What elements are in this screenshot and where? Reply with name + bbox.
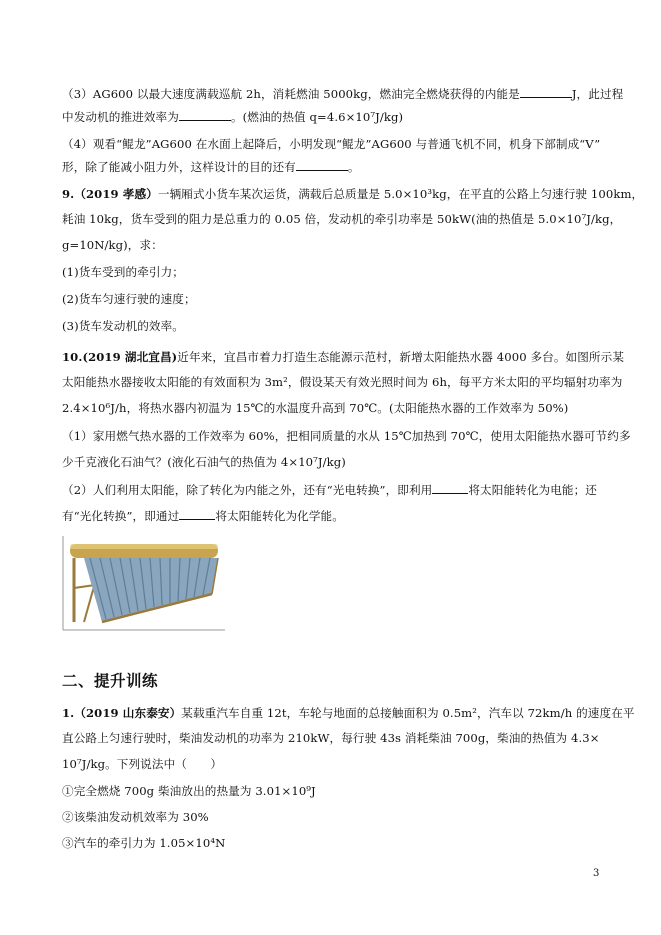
answer-blank[interactable] [296,159,348,171]
q9-sub2: (2)货车匀速行驶的速度； [62,292,196,306]
q10-part1-line2: 少千克液化石油气？(液化石油气的热值为 4×10⁷J/kg) [62,455,346,469]
q8-part4-line1: （4）观看“鲲龙”AG600 在水面上起降后，小明发现“鲲龙”AG600 与普通飞机不同，机身下部制成“V” [62,137,601,151]
answer-blank[interactable] [432,482,468,494]
q9-sub3: (3)货车发动机的效率。 [62,319,184,333]
q10-line2: 太阳能热水器接收太阳能的有效面积为 3m²，假设某天有效光照时间为 6h，每平方米太阳的平均辐射功率为 [62,375,623,389]
page-number: 3 [593,868,600,879]
improve-q1-option3: ③汽车的牵引力为 1.05×10⁴N [62,836,226,850]
improve-q1-line2: 直公路上匀速行驶时，柴油发动机的功率为 210kW，每行驶 43s 消耗柴油 700g，柴油的热值为 4.3× [62,731,600,745]
improve-q1-line3: 10⁷J/kg。下列说法中（ ） [62,757,223,771]
answer-blank[interactable] [179,109,231,121]
q8-part3-line2: 中发动机的推进效率为 。(燃油的热值 q=4.6×10⁷J/kg) [62,110,404,124]
q10-part2-line2: 有“光化转换”，即通过 将太阳能转化为化学能。 [62,509,344,523]
question-source: (2019 湖北宜昌) [82,350,178,364]
question-source: （2019 山东泰安） [74,706,182,720]
q10-part1-line1: （1）家用燃气热水器的工作效率为 60%，把相同质量的水从 15℃加热到 70℃，使用太阳能热水器可节约多 [62,429,631,443]
q10-line1: 10.(2019 湖北宜昌)近年来，宜昌市着力打造生态能源示范村，新增太阳能热水器 4000 多台。如图所示某 [62,350,625,364]
q9-sub1: (1)货车受到的牵引力； [62,265,184,279]
q9-line2: 耗油 10kg，货车受到的阻力是总重力的 0.05 倍，发动机的牵引功率是 50kW(油的热值是 5.0×10⁷J/kg， [62,212,622,226]
q9-line1: 9.（2019 孝感）一辆厢式小货车某次运货，满载后总质量是 5.0×10³kg，在平直的公路上匀速行驶 100km， [62,187,644,201]
improve-q1-option1: ①完全燃烧 700g 柴油放出的热量为 3.01×10⁹J [62,784,316,798]
solar-water-heater-image [62,532,226,632]
improve-q1-line1: 1.（2019 山东泰安）某载重汽车自重 12t，车轮与地面的总接触面积为 0.5m²，汽车以 72km/h 的速度在平 [62,706,635,720]
question-source: （2019 孝感） [74,187,158,201]
improve-q1-option2: ②该柴油发动机效率为 30% [62,810,209,824]
question-number: 10. [62,350,83,364]
answer-blank[interactable] [179,508,215,520]
question-number: 1. [62,706,75,720]
q9-line3: g=10N/kg)，求： [62,238,163,252]
q10-line3: 2.4×10⁶J/h，将热水器内初温为 15℃的水温度升高到 70℃。(太阳能热水器的工作效率为 50%) [62,401,569,415]
q8-part3-line1: （3）AG600 以最大速度满载巡航 2h，消耗燃油 5000kg，燃油完全燃烧获得的内能是 J，此过程 [62,87,624,101]
q10-part2-line1: （2）人们利用太阳能，除了转化为内能之外，还有“光电转换”，即利用 将太阳能转化为电能；还 [62,483,597,497]
q8-part4-line2: 形，除了能减小阻力外，这样设计的目的还有 。 [62,160,360,174]
answer-blank[interactable] [520,86,572,98]
section-title: 二、提升训练 [62,672,159,690]
question-number: 9. [62,187,75,201]
